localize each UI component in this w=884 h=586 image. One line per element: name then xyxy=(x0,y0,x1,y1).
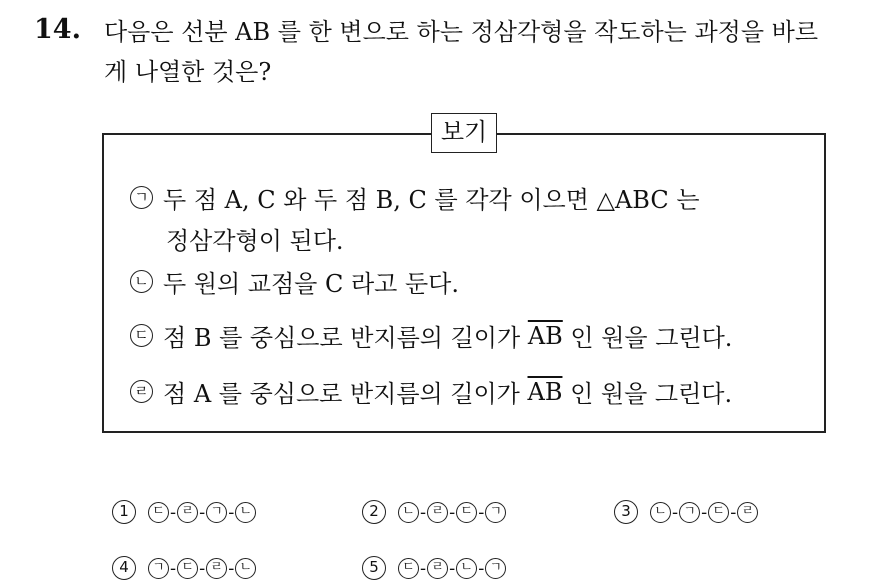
bogi-item-text: 인 원을 그린다. xyxy=(562,380,733,408)
sequence-marker: ㄷ xyxy=(398,558,419,579)
question-text-line2: 게 나열한 것은? xyxy=(104,58,272,86)
sequence-marker: ㄹ xyxy=(427,558,448,579)
bogi-item-text: 정삼각형이 된다. xyxy=(166,227,344,255)
sequence-marker: ㄱ xyxy=(679,502,700,523)
answer-choice-3[interactable]: 3 ㄴ - ㄱ - ㄷ - ㄹ xyxy=(614,500,758,524)
choice-number: 4 xyxy=(112,556,136,580)
sequence-marker: ㄷ xyxy=(456,502,477,523)
sequence-marker: ㄹ xyxy=(177,502,198,523)
sequence-marker: ㄱ xyxy=(485,502,506,523)
question-text-line1: 다음은 선분 AB 를 한 변으로 하는 정삼각형을 작도하는 과정을 바르 xyxy=(104,18,819,46)
bogi-item-giyeok-continued xyxy=(166,221,344,256)
sequence-marker: ㄴ xyxy=(456,558,477,579)
bogi-item-text: 점 A 를 중심으로 반지름의 길이가 xyxy=(163,380,528,408)
segment-ab: $\overline{AB}$ xyxy=(527,321,563,350)
sequence-marker: ㄱ xyxy=(485,558,506,579)
sequence-marker: ㄴ xyxy=(650,502,671,523)
sequence-marker: ㄷ xyxy=(148,502,169,523)
bogi-item-giyeok xyxy=(130,180,700,215)
answer-choice-4[interactable]: 4 ㄱ - ㄷ - ㄹ - ㄴ xyxy=(112,556,256,580)
bogi-title: 보기 xyxy=(431,113,497,153)
sequence-marker: ㄴ xyxy=(235,502,256,523)
bogi-item-digeut xyxy=(130,318,732,353)
sequence-marker: ㄹ xyxy=(737,502,758,523)
sequence-marker: ㄷ xyxy=(177,558,198,579)
circled-digeut-marker: ㄷ xyxy=(130,324,153,347)
choice-number: 3 xyxy=(614,500,638,524)
sequence-marker: ㄱ xyxy=(148,558,169,579)
circled-giyeok-marker: ㄱ xyxy=(130,186,153,209)
sequence-marker: ㄷ xyxy=(708,502,729,523)
sequence-marker: ㄹ xyxy=(427,502,448,523)
bogi-item-text: 점 B 를 중심으로 반지름의 길이가 xyxy=(163,324,528,352)
question-number: 14. xyxy=(34,14,81,45)
segment-ab: $\overline{AB}$ xyxy=(527,377,563,406)
bogi-item-text: 두 점 A, C 와 두 점 B, C 를 각각 이으면 △ABC 는 xyxy=(163,186,700,214)
sequence-marker: ㄴ xyxy=(235,558,256,579)
bogi-item-text: 두 원의 교점을 C 라고 둔다. xyxy=(163,270,459,298)
answer-choice-1[interactable]: 1 ㄷ - ㄹ - ㄱ - ㄴ xyxy=(112,500,256,524)
sequence-marker: ㄱ xyxy=(206,502,227,523)
choice-number: 2 xyxy=(362,500,386,524)
bogi-item-rieul xyxy=(130,374,732,409)
circled-rieul-marker: ㄹ xyxy=(130,380,153,403)
choice-number: 5 xyxy=(362,556,386,580)
circled-nieun-marker: ㄴ xyxy=(130,270,153,293)
answer-choice-5[interactable]: 5 ㄷ - ㄹ - ㄴ - ㄱ xyxy=(362,556,506,580)
sequence-marker: ㄴ xyxy=(398,502,419,523)
bogi-item-nieun xyxy=(130,264,459,299)
bogi-item-text: 인 원을 그린다. xyxy=(562,324,733,352)
choice-number: 1 xyxy=(112,500,136,524)
sequence-marker: ㄹ xyxy=(206,558,227,579)
answer-choice-2[interactable]: 2 ㄴ - ㄹ - ㄷ - ㄱ xyxy=(362,500,506,524)
